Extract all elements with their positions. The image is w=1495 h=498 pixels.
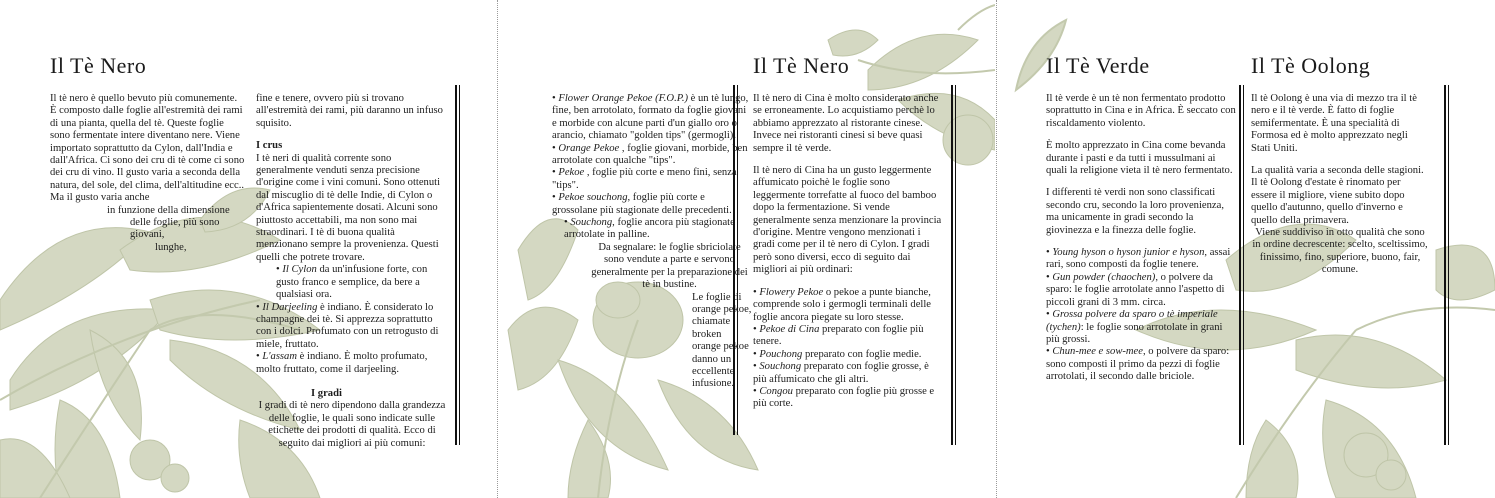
page-panel-3 xyxy=(996,0,1495,498)
vertical-rule xyxy=(733,85,738,435)
term: Grossa polvere da sparo o tè imperiale (tychen) xyxy=(1046,309,1218,333)
list-item: • Il Darjeeling è indiano. È considerato lo champagne dei tè. Si apprezza soprattutto con i dolci. Profumato con un retrogusto di miele, fruttato. xyxy=(256,301,439,350)
paragraph: La qualità varia a seconda delle stagioni. Il tè Oolong d'estate è rinomato per essere il migliore, viene subito dopo quello d'autunno, quello d'inverno e quello della primavera. xyxy=(1251,165,1424,226)
list-item: • Gun powder (chaochen), o polvere da sparo: le foglie arrotolate anno l'aspetto di piccoli grani di 3 mm. circa. xyxy=(1046,271,1225,308)
term: Souchong xyxy=(570,217,613,229)
term: Young hyson o hyson junior e hyson xyxy=(1052,247,1205,259)
page-title: Il Tè Oolong xyxy=(1251,53,1371,78)
paragraph: fine e tenere, ovvero più si trovano all'estremità dei rami, più daranno un infuso squisito. xyxy=(256,93,443,129)
section-heading: I crus xyxy=(256,140,283,152)
term: Flowery Pekoe xyxy=(759,286,824,298)
term: Souchong xyxy=(759,361,802,373)
text-column xyxy=(256,93,448,450)
text-column xyxy=(50,93,245,254)
term: Pekoe di Cina xyxy=(759,323,820,335)
list-item: • Pekoe souchong, foglie più corte e grossolane più stagionate delle precedenti. xyxy=(552,192,732,216)
list-item: • Souchong, foglie ancora più stagionate arrotolate in palline. xyxy=(564,217,735,241)
paragraph: Da segnalare: le foglie sbriciolate sono vendute a parte e servono generalmente per la preparazione dei tè in bustine. xyxy=(591,241,748,291)
list-item: • Il Cylon da un'infusione forte, con gusto franco e semplice, da bere a qualsiasi ora. xyxy=(276,264,428,301)
term: Congou xyxy=(759,385,793,397)
page-panel-1 xyxy=(0,0,497,498)
section-heading: I gradi xyxy=(311,387,342,399)
term: Il Darjeeling xyxy=(262,301,318,313)
term: Orange Pekoe xyxy=(558,142,620,154)
vertical-rule xyxy=(455,85,460,445)
page-title: Il Tè Nero xyxy=(50,53,147,78)
paragraph: Il tè Oolong è una via di mezzo tra il tè nero e il tè verde. È fatto di foglie semifermentate. È una specialità di Formosa ed è molto apprezzato negli Stati Uniti. xyxy=(1251,93,1417,154)
term: Pouchong xyxy=(759,348,803,360)
list-item: • Congou preparato con foglie più grosse e più corte. xyxy=(753,385,935,410)
paragraph: Il tè verde è un tè non fermentato prodotto soprattutto in Cina e in Africa. È seccato con riscaldamento violento. xyxy=(1046,93,1236,129)
paragraph: I differenti tè verdi non sono classificati secondo cru, secondo la loro provenienza, ma unicamente in gradi secondo la giovinezza e la finezza delle foglie. xyxy=(1046,187,1224,236)
term: Pekoe souchong xyxy=(558,192,628,204)
intro-paragraph: Il tè nero è quello bevuto più comunemente. È composto dalle foglie all'estremità dei rami di una pianta, quella del tè. Queste foglie sono fermentate intere diventano nere. Viene importato soprattutto da Cylon, dall'India e dall'Africa. Ci sono dei cru di tè come ci sono dei cru di vino. Il gusto varia a seconda della natura, del sole, del clima, dell'altitudine ecc.. Ma il gusto varia anche xyxy=(50,93,245,204)
text-column xyxy=(552,93,752,391)
paragraph: I gradi di tè nero dipendono dalla grandezza delle foglie, le quali sono indicate sulle etichette dei prodotti di qualità. Ecco di seguito dai migliori ai più comuni: xyxy=(258,400,446,449)
term: Pekoe xyxy=(558,167,585,179)
paragraph: Il tè nero di Cina è molto considerato anche se erroneamente. Lo acquistiamo perchè lo abbiamo apprezzato al ristorante cinese. Invece nei ristoranti cinesi si beve quasi sempre il tè verde. xyxy=(753,93,939,154)
text-line: lunghe, xyxy=(155,241,187,253)
paragraph: È molto apprezzato in Cina come bevanda durante i pasti e da tutti i mussulmani ai quali la religione vieta il tè nero fermentato. xyxy=(1046,140,1233,177)
page-title: Il Tè Nero xyxy=(753,53,850,78)
text-column xyxy=(753,93,943,411)
vertical-rule xyxy=(951,85,956,445)
vertical-rule xyxy=(1239,85,1244,445)
vertical-rule xyxy=(1444,85,1449,445)
list-item: • Flowery Pekoe o pekoe a punte bianche, comprende solo i germogli terminali delle foglie ancora piegate su loro stesse. xyxy=(753,286,931,323)
term: Chun-mee e sow-mee xyxy=(1052,346,1143,358)
paragraph: Viene suddiviso in otto qualità che sono in ordine decrescente: scelto, sceltissimo, finissimo, fino, superiore, buono, fair, comune. xyxy=(1252,227,1428,276)
list-item: • Grossa polvere da sparo o tè imperiale (tychen): le foglie sono arrotolate in grani più grossi. xyxy=(1046,309,1223,345)
list-item: • Young hyson o hyson junior e hyson, assai rari, sono composti da foglie tenere. xyxy=(1046,247,1231,271)
paragraph: Le foglie di orange pekoe, chiamate broken orange pekoe danno un eccellente infusione. xyxy=(692,291,752,390)
list-item: • Chun-mee e sow-mee, o polvere da sparo: sono composti il primo da pezzi di foglie arrotolati, il secondo dalle briciole. xyxy=(1046,346,1230,383)
list-item: • Pekoe , foglie più corte e meno fini, senza "tips". xyxy=(552,167,737,191)
text-column xyxy=(1046,93,1238,384)
text-column xyxy=(1251,93,1429,277)
paragraph: I tè neri di qualità corrente sono generalmente venduti senza precisione d'origine come i vini comuni. Sono ottenuti dal miscuglio di tè delle Indie, di Cylon o d'Africa sapientemente dosati. Alcuni sono piuttosto accettabili, ma non sono mai straordinari. I tè di buona qualità menzionano sempre la provenienza. Questi quelli che potrete trovare. xyxy=(256,152,441,263)
list-item: • Pouchong preparato con foglie medie. xyxy=(753,348,922,360)
term: Gun powder (chaochen) xyxy=(1052,271,1156,283)
list-item: • Souchong preparato con foglie grosse, è più affumicato che gli altri. xyxy=(753,361,929,385)
page-panel-2 xyxy=(498,0,995,498)
term: Il Cylon xyxy=(282,264,317,276)
text-line: delle foglie, più sono giovani, xyxy=(130,217,220,241)
text-line: in funzione della dimensione xyxy=(107,204,230,216)
paragraph: Il tè nero di Cina ha un gusto leggermente affumicato poichè le foglie sono leggermente torrefatte al fuoco del bamboo dopo la fermentazione. Si vende generalmente senza menzionare la provincia d'origine. Mentre vengono menzionati i gradi come per il tè nero di Cylon. I gradi però sono diversi, ecco di seguito dai migliori ai più ordinari: xyxy=(753,165,942,276)
page-title: Il Tè Verde xyxy=(1046,53,1150,78)
list-item: • L'assam è indiano. È molto profumato, molto fruttato, come il darjeeling. xyxy=(256,351,428,375)
list-item: • Pekoe di Cina preparato con foglie più tenere. xyxy=(753,323,924,348)
term: L'assam xyxy=(262,351,298,363)
term: Flower Orange Pekoe (F.O.P.) xyxy=(558,93,689,104)
list-item: • Orange Pekoe , foglie giovani, morbide, ben arrotolate con qualche "tips". xyxy=(552,142,748,167)
list-item: • Flower Orange Pekoe (F.O.P.) è un tè lungo, fine, ben arrotolato, formato da foglie giovani e morbide con alcune parti d'un giallo oro o arancio, chiamato "golden tips" (germogli). xyxy=(552,93,749,142)
